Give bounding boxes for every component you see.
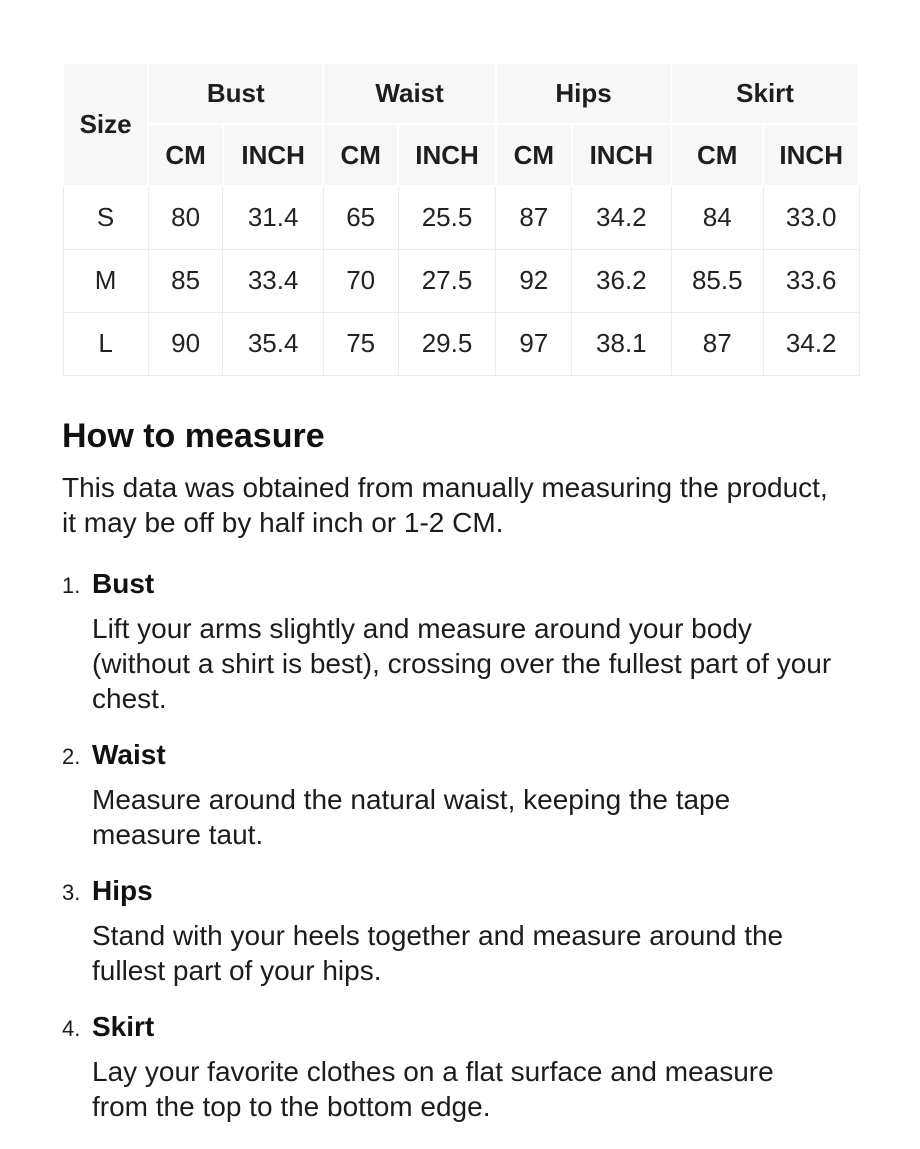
value-cell: 75 [323, 312, 398, 375]
value-cell: 34.2 [572, 186, 672, 249]
value-cell: 80 [148, 186, 223, 249]
step-title: Hips [92, 875, 153, 907]
value-cell: 87 [496, 186, 572, 249]
value-cell: 92 [496, 249, 572, 312]
group-header-bust: Bust [148, 63, 323, 124]
unit-header-waist-inch: INCH [398, 124, 496, 186]
value-cell: 35.4 [223, 312, 323, 375]
size-guide-section [62, 62, 860, 1124]
value-cell: 27.5 [398, 249, 496, 312]
value-cell: 90 [148, 312, 223, 375]
intro-paragraph: This data was obtained from manually measuring the product, it may be off by half inch or 1-2 CM. [62, 472, 828, 539]
size-column-header: Size [63, 63, 148, 186]
group-header-skirt: Skirt [671, 63, 859, 124]
unit-header-hips-inch: INCH [572, 124, 672, 186]
value-cell: 33.0 [763, 186, 859, 249]
unit-header-hips-cm: CM [496, 124, 572, 186]
step-description: Stand with your heels together and measure around the fullest part of your hips. [92, 920, 784, 987]
unit-header-skirt-cm: CM [671, 124, 763, 186]
unit-header-bust-cm: CM [148, 124, 223, 186]
step-description: Measure around the natural waist, keeping the tape measure taut. [92, 784, 731, 851]
value-cell: 33.6 [763, 249, 859, 312]
unit-header-bust-inch: INCH [223, 124, 323, 186]
size-cell: M [63, 249, 148, 312]
table-row-size-s [63, 186, 859, 249]
value-cell: 25.5 [398, 186, 496, 249]
step-description: Lay your favorite clothes on a flat surface and measure from the top to the bottom edge. [92, 1056, 774, 1123]
list-item-bust [62, 566, 860, 716]
step-number: 3. [62, 880, 81, 906]
step-title: Skirt [92, 1011, 155, 1043]
list-item-hips [62, 873, 860, 988]
measure-steps-list [62, 566, 860, 1124]
value-cell: 97 [496, 312, 572, 375]
step-title: Bust [92, 568, 155, 600]
table-row-size-l [63, 312, 859, 375]
unit-header-skirt-inch: INCH [763, 124, 859, 186]
value-cell: 85.5 [671, 249, 763, 312]
table-row-size-m [63, 249, 859, 312]
group-header-hips: Hips [496, 63, 671, 124]
size-cell: S [63, 186, 148, 249]
unit-header-waist-cm: CM [323, 124, 398, 186]
step-title: Waist [92, 739, 166, 771]
value-cell: 34.2 [763, 312, 859, 375]
step-number: 2. [62, 744, 81, 770]
value-cell: 38.1 [572, 312, 672, 375]
how-to-measure-section [62, 416, 860, 1125]
value-cell: 36.2 [572, 249, 672, 312]
step-number: 1. [62, 573, 81, 599]
section-title: How to measure [62, 416, 325, 455]
value-cell: 87 [671, 312, 763, 375]
value-cell: 65 [323, 186, 398, 249]
group-header-waist: Waist [323, 63, 496, 124]
step-description: Lift your arms slightly and measure around your body (without a shirt is best), crossing over the fullest part of your chest. [92, 613, 832, 715]
value-cell: 70 [323, 249, 398, 312]
value-cell: 31.4 [223, 186, 323, 249]
step-number: 4. [62, 1016, 81, 1042]
value-cell: 29.5 [398, 312, 496, 375]
size-cell: L [63, 312, 148, 375]
list-item-waist [62, 737, 860, 852]
size-chart-table [62, 62, 860, 376]
value-cell: 84 [671, 186, 763, 249]
value-cell: 85 [148, 249, 223, 312]
value-cell: 33.4 [223, 249, 323, 312]
list-item-skirt [62, 1009, 860, 1124]
